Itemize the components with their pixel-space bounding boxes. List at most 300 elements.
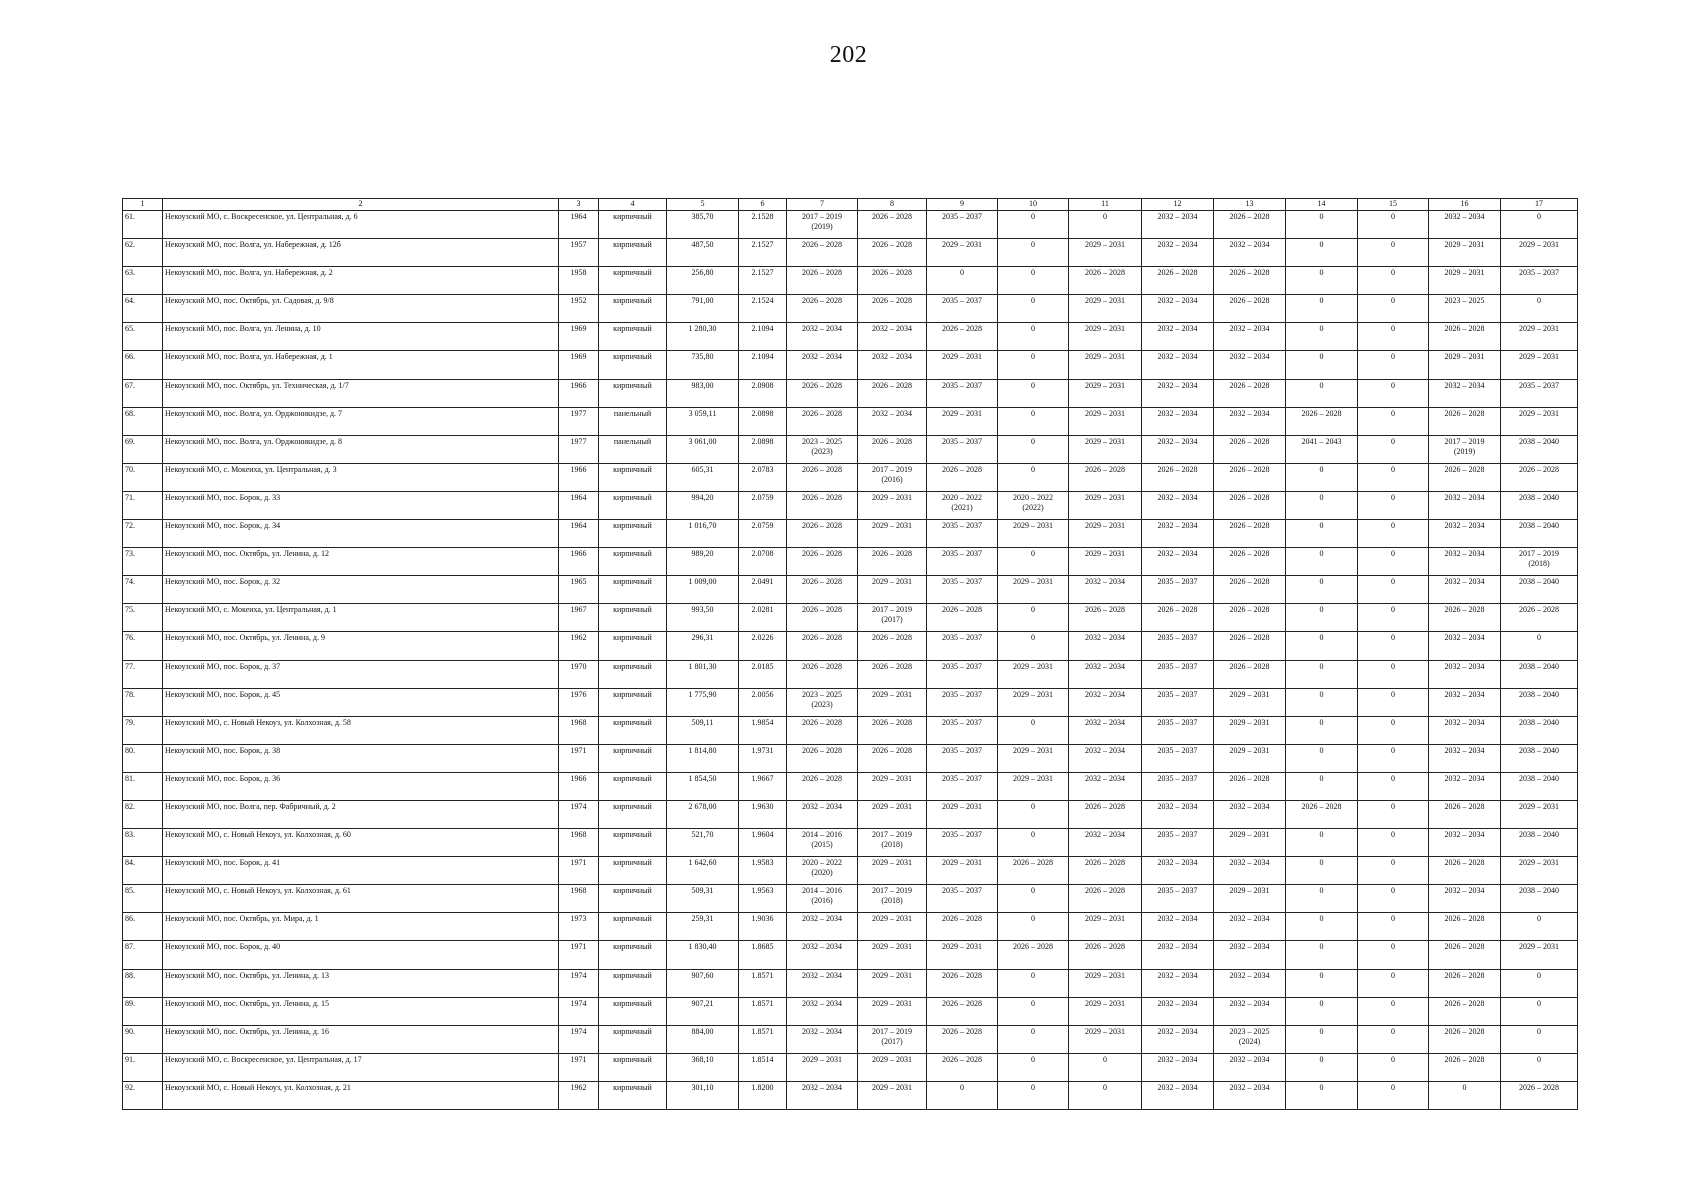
table-cell: 3 061,00 (667, 435, 739, 463)
table-cell: 2029 – 2031 (1214, 716, 1286, 744)
table-cell: Некоузский МО, пос. Борок, д. 41 (163, 857, 559, 885)
table-cell: кирпичный (599, 323, 667, 351)
table-cell: 87. (123, 941, 163, 969)
table-cell: 0 (1358, 716, 1429, 744)
table-cell: 0 (1501, 997, 1578, 1025)
table-cell: 2035 – 2037 (1142, 576, 1214, 604)
table-cell: 2029 – 2031 (1429, 351, 1501, 379)
table-cell: 2029 – 2031 (1501, 323, 1578, 351)
table-cell: 2026 – 2028 (927, 1025, 998, 1053)
table-row (123, 239, 1578, 267)
table-cell: 77. (123, 660, 163, 688)
table-cell: 2029 – 2031 (858, 520, 927, 548)
table-cell: 90. (123, 1025, 163, 1053)
table-cell: Некоузский МО, пос. Волга, ул. Набережная, д. 1 (163, 351, 559, 379)
table-cell: 0 (1286, 491, 1358, 519)
table-cell: 2.0491 (739, 576, 787, 604)
table-cell: 73. (123, 548, 163, 576)
table-cell: кирпичный (599, 379, 667, 407)
table-cell: 2029 – 2031 (858, 1081, 927, 1109)
table-cell: 2035 – 2037 (1142, 885, 1214, 913)
table-cell: 2020 – 2022 (2021) (927, 491, 998, 519)
table-cell: 2032 – 2034 (1214, 407, 1286, 435)
table-cell: 2026 – 2028 (1429, 407, 1501, 435)
table-cell: 2032 – 2034 (1142, 435, 1214, 463)
table-cell: 2038 – 2040 (1501, 660, 1578, 688)
table-cell: 2038 – 2040 (1501, 885, 1578, 913)
table-cell: 0 (1286, 239, 1358, 267)
table-cell: кирпичный (599, 1081, 667, 1109)
table-cell: кирпичный (599, 660, 667, 688)
table-cell: 0 (927, 267, 998, 295)
table-cell: 68. (123, 407, 163, 435)
table-cell: кирпичный (599, 463, 667, 491)
table-cell: 0 (998, 1081, 1069, 1109)
table-cell: 0 (1069, 211, 1142, 239)
column-header: 4 (599, 199, 667, 211)
table-cell: 2029 – 2031 (1069, 379, 1142, 407)
table-cell: 2014 – 2016 (2016) (787, 885, 858, 913)
table-cell: 0 (1358, 885, 1429, 913)
column-header: 17 (1501, 199, 1578, 211)
table-cell: 994,20 (667, 491, 739, 519)
table-cell: 0 (1358, 632, 1429, 660)
table-cell: 2035 – 2037 (927, 548, 998, 576)
table-cell: 2032 – 2034 (1214, 1053, 1286, 1081)
table-cell: 0 (1358, 295, 1429, 323)
table-row (123, 800, 1578, 828)
table-cell: Некоузский МО, с. Мокеиха, ул. Центральная, д. 1 (163, 604, 559, 632)
table-cell: 1.9854 (739, 716, 787, 744)
table-cell: 2026 – 2028 (1429, 604, 1501, 632)
table-cell: 0 (1358, 407, 1429, 435)
table-cell: Некоузский МО, пос. Октябрь, ул. Мира, д. 1 (163, 913, 559, 941)
table-cell: 1.8571 (739, 969, 787, 997)
table-cell: 0 (1358, 800, 1429, 828)
table-cell: 1969 (559, 351, 599, 379)
table-cell: 2.0898 (739, 435, 787, 463)
table-cell: 2026 – 2028 (927, 969, 998, 997)
table-cell: 2026 – 2028 (787, 744, 858, 772)
table-cell: 1.9036 (739, 913, 787, 941)
table-cell: 2026 – 2028 (927, 323, 998, 351)
table-cell: 2029 – 2031 (998, 576, 1069, 604)
table-cell: 2035 – 2037 (1142, 744, 1214, 772)
table-cell: кирпичный (599, 548, 667, 576)
table-cell: 0 (1358, 941, 1429, 969)
table-cell: 2014 – 2016 (2015) (787, 829, 858, 857)
table-cell: Некоузский МО, пос. Октябрь, ул. Ленина, д. 15 (163, 997, 559, 1025)
housing-register-table (122, 198, 1578, 1110)
table-cell: 2032 – 2034 (1142, 857, 1214, 885)
table-cell: Некоузский МО, пос. Борок, д. 38 (163, 744, 559, 772)
table-cell: Некоузский МО, пос. Октябрь, ул. Техническая, д. 1/7 (163, 379, 559, 407)
table-cell: 2032 – 2034 (1214, 997, 1286, 1025)
table-cell: 2038 – 2040 (1501, 491, 1578, 519)
table-cell: 2020 – 2022 (2022) (998, 491, 1069, 519)
table-cell: 88. (123, 969, 163, 997)
table-cell: 2026 – 2028 (787, 267, 858, 295)
table-cell: 71. (123, 491, 163, 519)
table-cell: 1966 (559, 463, 599, 491)
table-cell: 0 (1286, 885, 1358, 913)
table-cell: 2035 – 2037 (1142, 688, 1214, 716)
table-cell: Некоузский МО, пос. Октябрь, ул. Ленина, д. 9 (163, 632, 559, 660)
table-cell: 2.1527 (739, 267, 787, 295)
table-cell: 0 (1286, 744, 1358, 772)
table-cell: 2038 – 2040 (1501, 520, 1578, 548)
table-cell: 259,31 (667, 913, 739, 941)
table-cell: 0 (927, 1081, 998, 1109)
table-cell: 1964 (559, 520, 599, 548)
table-cell: 2029 – 2031 (1501, 857, 1578, 885)
table-cell: 2032 – 2034 (787, 997, 858, 1025)
table-body (123, 211, 1578, 1110)
table-cell: 2029 – 2031 (858, 800, 927, 828)
table-cell: 2032 – 2034 (1142, 969, 1214, 997)
table-cell: 2032 – 2034 (1069, 576, 1142, 604)
table-cell: 2032 – 2034 (787, 351, 858, 379)
table-row (123, 772, 1578, 800)
table-cell: 1962 (559, 1081, 599, 1109)
table-cell: Некоузский МО, пос. Борок, д. 37 (163, 660, 559, 688)
table-cell: 2032 – 2034 (1429, 744, 1501, 772)
table-cell: 1962 (559, 632, 599, 660)
page-number: 202 (829, 42, 868, 68)
table-row (123, 323, 1578, 351)
table-cell: Некоузский МО, с. Воскресенское, ул. Центральная, д. 6 (163, 211, 559, 239)
table-cell: 2026 – 2028 (1069, 463, 1142, 491)
table-cell: кирпичный (599, 716, 667, 744)
table-cell: 2026 – 2028 (1429, 800, 1501, 828)
table-cell: 2026 – 2028 (1214, 295, 1286, 323)
table-cell: 0 (1358, 1081, 1429, 1109)
table-cell: 1.8685 (739, 941, 787, 969)
table-cell: кирпичный (599, 688, 667, 716)
table-cell: 2026 – 2028 (787, 632, 858, 660)
table-cell: 2032 – 2034 (1142, 323, 1214, 351)
table-cell: 85. (123, 885, 163, 913)
table-cell: 0 (1286, 829, 1358, 857)
table-cell: кирпичный (599, 997, 667, 1025)
table-cell: 1971 (559, 1053, 599, 1081)
table-cell: 1971 (559, 857, 599, 885)
table-cell: 83. (123, 829, 163, 857)
table-cell: 1 854,50 (667, 772, 739, 800)
table-cell: 2026 – 2028 (998, 941, 1069, 969)
table-cell: 2032 – 2034 (1142, 520, 1214, 548)
table-cell: 0 (1358, 1053, 1429, 1081)
table-cell: 2038 – 2040 (1501, 716, 1578, 744)
column-header: 13 (1214, 199, 1286, 211)
table-cell: 2026 – 2028 (1214, 548, 1286, 576)
table-cell: 0 (1358, 604, 1429, 632)
table-cell: 0 (1358, 688, 1429, 716)
table-cell: 0 (998, 969, 1069, 997)
table-cell: Некоузский МО, пос. Волга, ул. Орджоникидзе, д. 8 (163, 435, 559, 463)
table-row (123, 576, 1578, 604)
table-cell: 2032 – 2034 (1429, 829, 1501, 857)
table-cell: 2035 – 2037 (927, 829, 998, 857)
table-cell: 2029 – 2031 (927, 800, 998, 828)
table-cell: 92. (123, 1081, 163, 1109)
table-cell: 2032 – 2034 (1429, 688, 1501, 716)
table-row (123, 885, 1578, 913)
table-cell: 0 (1358, 997, 1429, 1025)
table-cell: 2038 – 2040 (1501, 435, 1578, 463)
table-cell: 2029 – 2031 (858, 997, 927, 1025)
table-cell: 61. (123, 211, 163, 239)
table-cell: 2029 – 2031 (1069, 1025, 1142, 1053)
table-cell: 2029 – 2031 (927, 407, 998, 435)
table-cell: 0 (1358, 744, 1429, 772)
table-cell: 2035 – 2037 (927, 379, 998, 407)
table-cell: 2026 – 2028 (927, 997, 998, 1025)
table-cell: 2029 – 2031 (1069, 520, 1142, 548)
column-header: 9 (927, 199, 998, 211)
table-cell: 2026 – 2028 (1501, 604, 1578, 632)
table-cell: 1.9667 (739, 772, 787, 800)
table-row (123, 1053, 1578, 1081)
table-cell: 2032 – 2034 (787, 323, 858, 351)
column-header: 7 (787, 199, 858, 211)
table-cell: Некоузский МО, пос. Октябрь, ул. Садовая, д. 9/8 (163, 295, 559, 323)
table-cell: 2017 – 2019 (2018) (1501, 548, 1578, 576)
table-cell: Некоузский МО, с. Новый Некоуз, ул. Колхозная, д. 21 (163, 1081, 559, 1109)
table-cell: кирпичный (599, 941, 667, 969)
table-cell: 2035 – 2037 (927, 632, 998, 660)
table-cell: 67. (123, 379, 163, 407)
table-cell: 2032 – 2034 (1142, 407, 1214, 435)
table-cell: 2026 – 2028 (1429, 463, 1501, 491)
table-cell: 0 (998, 716, 1069, 744)
table-cell: 0 (998, 239, 1069, 267)
table-cell: 2029 – 2031 (927, 941, 998, 969)
table-cell: 0 (1358, 913, 1429, 941)
table-cell: 2026 – 2028 (1214, 379, 1286, 407)
table-cell: 1 009,00 (667, 576, 739, 604)
table-cell: 2026 – 2028 (787, 295, 858, 323)
table-cell: 2026 – 2028 (787, 604, 858, 632)
table-cell: 2032 – 2034 (1214, 1081, 1286, 1109)
table-cell: 2032 – 2034 (858, 407, 927, 435)
table-cell: 1.9630 (739, 800, 787, 828)
table-cell: 81. (123, 772, 163, 800)
table-cell: 2026 – 2028 (1501, 463, 1578, 491)
table-cell: Некоузский МО, пос. Октябрь, ул. Ленина, д. 16 (163, 1025, 559, 1053)
table-row (123, 604, 1578, 632)
table-cell: 1974 (559, 997, 599, 1025)
table-cell: 0 (1286, 716, 1358, 744)
table-cell: 2032 – 2034 (1214, 941, 1286, 969)
table-row (123, 997, 1578, 1025)
table-cell: 2038 – 2040 (1501, 576, 1578, 604)
table-cell: 1957 (559, 239, 599, 267)
table-cell: 1967 (559, 604, 599, 632)
table-cell: 2032 – 2034 (1429, 660, 1501, 688)
table-cell: 1952 (559, 295, 599, 323)
table-cell: 2.1528 (739, 211, 787, 239)
table-cell: 2 678,00 (667, 800, 739, 828)
table-cell: 907,21 (667, 997, 739, 1025)
column-header: 16 (1429, 199, 1501, 211)
table-cell: 1 801,30 (667, 660, 739, 688)
table-cell: 0 (1358, 1025, 1429, 1053)
table-cell: 1974 (559, 1025, 599, 1053)
table-cell: 2032 – 2034 (1069, 688, 1142, 716)
table-cell: 2035 – 2037 (927, 885, 998, 913)
table-cell: 2.0898 (739, 407, 787, 435)
table-cell: 2032 – 2034 (1429, 491, 1501, 519)
table-cell: 0 (1358, 491, 1429, 519)
table-cell: 86. (123, 913, 163, 941)
table-cell: Некоузский МО, с. Новый Некоуз, ул. Колхозная, д. 61 (163, 885, 559, 913)
table-cell: 0 (1286, 1053, 1358, 1081)
table-row (123, 857, 1578, 885)
table-cell: 0 (1286, 267, 1358, 295)
table-cell: 2029 – 2031 (1069, 913, 1142, 941)
table-cell: 63. (123, 267, 163, 295)
table-cell: 2035 – 2037 (1501, 267, 1578, 295)
table-cell: 2035 – 2037 (927, 716, 998, 744)
table-cell: 2032 – 2034 (1069, 829, 1142, 857)
table-cell: кирпичный (599, 211, 667, 239)
table-cell: 1966 (559, 548, 599, 576)
table-cell: 2017 – 2019 (2017) (858, 604, 927, 632)
table-cell: кирпичный (599, 604, 667, 632)
table-cell: 605,31 (667, 463, 739, 491)
table-cell: 2026 – 2028 (1069, 267, 1142, 295)
table-cell: Некоузский МО, пос. Борок, д. 32 (163, 576, 559, 604)
table-cell: 509,31 (667, 885, 739, 913)
table-row (123, 295, 1578, 323)
table-cell: 2026 – 2028 (1214, 211, 1286, 239)
table-cell: 2029 – 2031 (1501, 351, 1578, 379)
table-cell: 2029 – 2031 (858, 688, 927, 716)
table-cell: 0 (1286, 632, 1358, 660)
table-cell: 70. (123, 463, 163, 491)
table-cell: 0 (1286, 997, 1358, 1025)
table-cell: 0 (1358, 211, 1429, 239)
table-cell: 2029 – 2031 (1069, 295, 1142, 323)
table-cell: 2026 – 2028 (1429, 1053, 1501, 1081)
table-cell: 2.0281 (739, 604, 787, 632)
table-cell: 2029 – 2031 (1214, 885, 1286, 913)
table-cell: 0 (1501, 1025, 1578, 1053)
table-cell: 2032 – 2034 (1142, 800, 1214, 828)
table-cell: 2029 – 2031 (858, 969, 927, 997)
table-cell: 2017 – 2019 (2017) (858, 1025, 927, 1053)
table-cell: 2026 – 2028 (1214, 660, 1286, 688)
table-cell: 2035 – 2037 (927, 660, 998, 688)
table-cell: 0 (1286, 857, 1358, 885)
table-cell: 2029 – 2031 (858, 857, 927, 885)
table-cell: 2.0226 (739, 632, 787, 660)
table-cell: 989,20 (667, 548, 739, 576)
table-cell: 993,50 (667, 604, 739, 632)
table-cell: 0 (998, 295, 1069, 323)
table-row (123, 660, 1578, 688)
table-cell: 2032 – 2034 (1142, 1081, 1214, 1109)
table-cell: 0 (1358, 548, 1429, 576)
table-cell: 1968 (559, 885, 599, 913)
table-cell: 1 830,40 (667, 941, 739, 969)
table-cell: 2035 – 2037 (927, 688, 998, 716)
table-row (123, 211, 1578, 239)
table-cell: Некоузский МО, пос. Борок, д. 34 (163, 520, 559, 548)
table-row (123, 744, 1578, 772)
table-cell: 2026 – 2028 (1142, 604, 1214, 632)
table-cell: 2032 – 2034 (1429, 548, 1501, 576)
table-cell: 0 (1286, 295, 1358, 323)
table-cell: Некоузский МО, пос. Волга, ул. Набережная, д. 12б (163, 239, 559, 267)
table-row (123, 520, 1578, 548)
table-row (123, 491, 1578, 519)
table-cell: 0 (1429, 1081, 1501, 1109)
table-cell: Некоузский МО, пос. Волга, ул. Ленина, д. 10 (163, 323, 559, 351)
table-cell: 0 (1069, 1081, 1142, 1109)
table-cell: 2026 – 2028 (1214, 576, 1286, 604)
table-cell: 2032 – 2034 (1429, 520, 1501, 548)
table-cell: 2035 – 2037 (927, 295, 998, 323)
table-cell: 2029 – 2031 (1214, 744, 1286, 772)
table-cell: 2032 – 2034 (1142, 379, 1214, 407)
table-cell: 2029 – 2031 (1501, 407, 1578, 435)
table-cell: 2017 – 2019 (2018) (858, 829, 927, 857)
table-cell: 2029 – 2031 (1069, 351, 1142, 379)
table-cell: 2038 – 2040 (1501, 829, 1578, 857)
table-cell: 2.1527 (739, 239, 787, 267)
table-cell: 2032 – 2034 (1142, 295, 1214, 323)
table-cell: 2029 – 2031 (998, 660, 1069, 688)
table-cell: 2032 – 2034 (787, 1025, 858, 1053)
table-cell: 2.0759 (739, 520, 787, 548)
table-row (123, 632, 1578, 660)
table-cell: 2035 – 2037 (927, 211, 998, 239)
table-cell: 0 (998, 604, 1069, 632)
table-cell: 2032 – 2034 (1142, 491, 1214, 519)
table-cell: 1968 (559, 829, 599, 857)
table-cell: кирпичный (599, 744, 667, 772)
table-cell: 2032 – 2034 (1142, 941, 1214, 969)
table-cell: 2035 – 2037 (927, 435, 998, 463)
table-cell: 2032 – 2034 (1429, 379, 1501, 407)
table-cell: 907,60 (667, 969, 739, 997)
table-cell: 735,80 (667, 351, 739, 379)
table-cell: 1969 (559, 323, 599, 351)
table-cell: 1965 (559, 576, 599, 604)
table-cell: 2026 – 2028 (1214, 435, 1286, 463)
table-cell: панельный (599, 407, 667, 435)
table-cell: кирпичный (599, 885, 667, 913)
table-cell: 1973 (559, 913, 599, 941)
table-cell: кирпичный (599, 632, 667, 660)
table-cell: 2.1094 (739, 351, 787, 379)
table-cell: 2026 – 2028 (1429, 1025, 1501, 1053)
table-cell: 0 (998, 913, 1069, 941)
table-cell: 76. (123, 632, 163, 660)
table-row (123, 829, 1578, 857)
table-cell: 0 (998, 323, 1069, 351)
table-cell: 1974 (559, 969, 599, 997)
table-cell: 1958 (559, 267, 599, 295)
table-cell: 1 814,80 (667, 744, 739, 772)
table-cell: 1.9583 (739, 857, 787, 885)
table-cell: 1 280,30 (667, 323, 739, 351)
table-cell: панельный (599, 435, 667, 463)
table-cell: 2026 – 2028 (1214, 520, 1286, 548)
table-cell: 66. (123, 351, 163, 379)
